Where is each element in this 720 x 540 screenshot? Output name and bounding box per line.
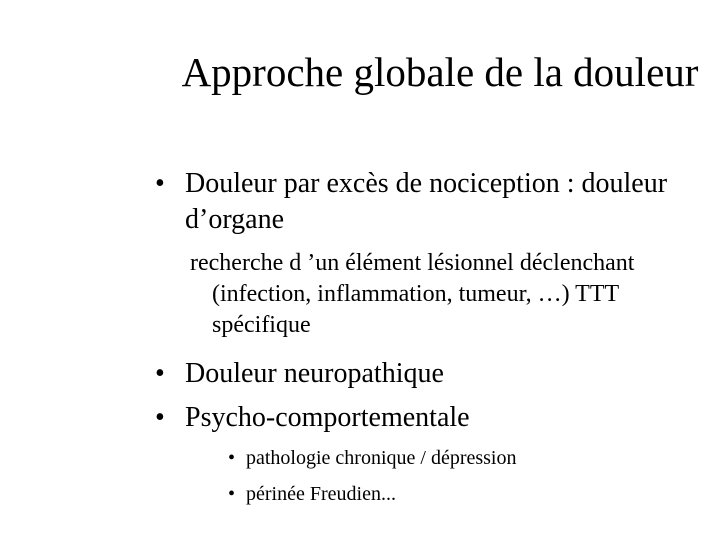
sub-bullet-text: périnée Freudien... [246,483,396,505]
bullet-item-nociception [155,166,715,238]
bullet-text: Douleur par excès de nociception : douleur d’organe [185,168,668,235]
sub-paragraph-line: recherche d ’un élément lésionnel déclenchant [190,250,635,276]
sub-bullet-item-perinee [228,481,396,507]
bullet-marker: • [155,358,165,389]
sub-paragraph-line: (infection, inflammation, tumeur, …) TTT [212,281,620,307]
slide-title: Approche globale de la douleur [181,49,699,95]
bullet-item-psycho [155,400,715,436]
sub-paragraph-line: spécifique [212,312,311,338]
bullet-text: Douleur neuropathique [185,358,444,389]
sub-bullet-item-pathologie [228,445,517,471]
sub-paragraph-recherche [190,248,720,341]
bullet-marker: • [228,483,236,505]
bullet-marker: • [155,168,165,199]
bullet-item-neuropathique [155,356,715,392]
bullet-marker: • [228,447,236,469]
bullet-marker: • [155,402,165,433]
sub-bullet-text: pathologie chronique / dépression [246,447,517,469]
bullet-text: Psycho-comportementale [185,402,470,433]
